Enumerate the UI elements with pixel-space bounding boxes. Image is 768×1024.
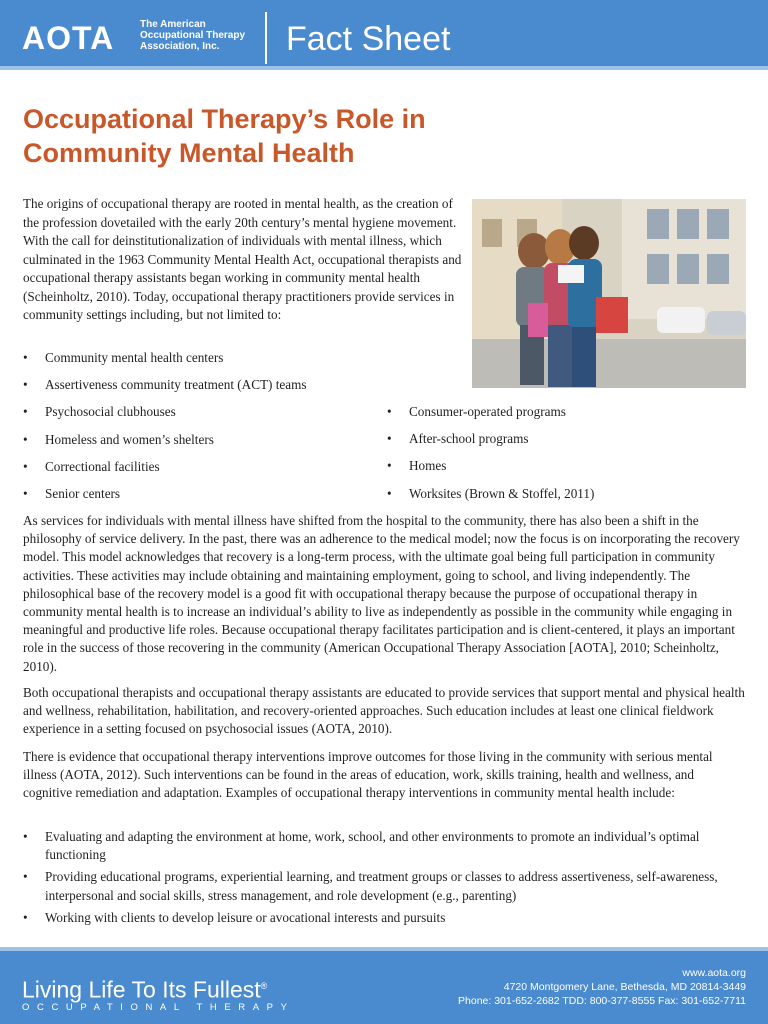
header-divider xyxy=(265,12,267,64)
org-name xyxy=(140,19,260,52)
tagline-text: Living Life To Its Fullest xyxy=(22,976,261,1003)
list-item: • Homes xyxy=(387,457,747,475)
org-name-line: Association, Inc. xyxy=(140,41,220,52)
list-item: • Consumer-operated programs xyxy=(387,403,747,421)
website-link[interactable]: www.aota.org xyxy=(682,967,746,979)
list-item: • Community mental health centers xyxy=(23,349,383,367)
recovery-model-paragraph: As services for individuals with mental illness have shifted from the hospital to the community, there has also been a shift in the philosophy of service delivery. In the past, there was an adherence to the medical model; now the focus is on incorporating the recovery model. This model acknowledges that recovery is a long-term process, with the ultimate goal being full participation in community activities. These activities may include obtaining and maintaining employment, going to school, and living independently. The philosophical base of the recovery model is a good fit with occupational therapy because the purpose of occupational therapy in community mental health is to increase an individual’s ability to live as independently as possible in the community while engaging in meaningful and productive life roles. Because occupational therapy facilitates participation and is client-centered, it plays an important role in the success of those recovering in the community (American Occupational Therapy Association [AOTA], 2010; Scheinholtz, 2010). xyxy=(23,513,740,674)
intro-paragraph: The origins of occupational therapy are rooted in mental health, as the creation of the profession dovetailed with the early 20th century’s mental hygiene movement. With the call for deinstitutionalization of individuals with mental illness, which culminated in the 1963 Community Mental Health Act, occupational therapists and occupational therapy assistants began working in community mental health (Scheinholtz, 2010). Today, occupational therapy practitioners provide services in community settings including, but not limited to: xyxy=(23,196,462,322)
page-title-line2: Community Mental Health xyxy=(23,138,355,168)
document-type-title: Fact Sheet xyxy=(286,20,451,58)
list-item: • Assertiveness community treatment (ACT) teams xyxy=(23,376,383,394)
list-item: • Evaluating and adapting the environment at home, work, school, and other environments to promote an individual’s optimal functioning xyxy=(23,828,745,864)
list-item: • Working with clients to develop leisure or avocational interests and pursuits xyxy=(23,909,745,927)
occupational-therapy-subtag: OCCUPATIONAL THERAPY xyxy=(22,1002,295,1013)
org-name-line: The American xyxy=(140,19,206,30)
page-title-line1: Occupational Therapy’s Role in xyxy=(23,104,426,134)
list-item: • Senior centers xyxy=(23,485,383,503)
footer-banner xyxy=(0,947,768,1024)
registered-mark: ® xyxy=(260,981,268,991)
interventions-list xyxy=(23,828,745,931)
list-item: • After-school programs xyxy=(387,430,747,448)
address: 4720 Montgomery Lane, Bethesda, MD 20814-3449 xyxy=(503,981,746,993)
list-item: • Psychosocial clubhouses xyxy=(23,403,383,421)
aota-logo: AOTA xyxy=(22,20,115,56)
list-item: • Worksites (Brown & Stoffel, 2011) xyxy=(387,485,747,503)
header-banner xyxy=(0,0,768,70)
settings-list-right xyxy=(387,403,747,512)
street-shopping-photo xyxy=(472,199,746,388)
org-name-line: Occupational Therapy xyxy=(140,30,246,41)
list-item: • Correctional facilities xyxy=(23,458,383,476)
evidence-paragraph: There is evidence that occupational therapy interventions improve outcomes for those living in the community with serious mental illness (AOTA, 2012). Such interventions can be found in the areas of education, work, skills training, health and wellness, and cognitive remediation and adaptation. Examples of occupational therapy interventions in community mental health include: xyxy=(23,749,713,801)
education-paragraph: Both occupational therapists and occupational therapy assistants are educated to provide services that support mental and physical health and wellness, rehabilitation, habilitation, and recovery-oriented approaches. Such education includes at least one clinical fieldwork experience in a setting focused on psychosocial issues (AOTA, 2010). xyxy=(23,685,745,737)
settings-list-left xyxy=(23,349,383,512)
list-item: • Providing educational programs, experiential learning, and treatment groups or classes to address assertiveness, self-awareness, interpersonal and social skills, stress management, and role development (e.g., parenting) xyxy=(23,868,745,904)
contact-info xyxy=(458,966,746,1008)
tagline xyxy=(22,973,267,1003)
photo-illustration xyxy=(472,199,746,388)
list-item: • Homeless and women’s shelters xyxy=(23,431,383,449)
phone-numbers: Phone: 301-652-2682 TDD: 800-377-8555 Fax: 301-652-7711 xyxy=(458,995,746,1007)
